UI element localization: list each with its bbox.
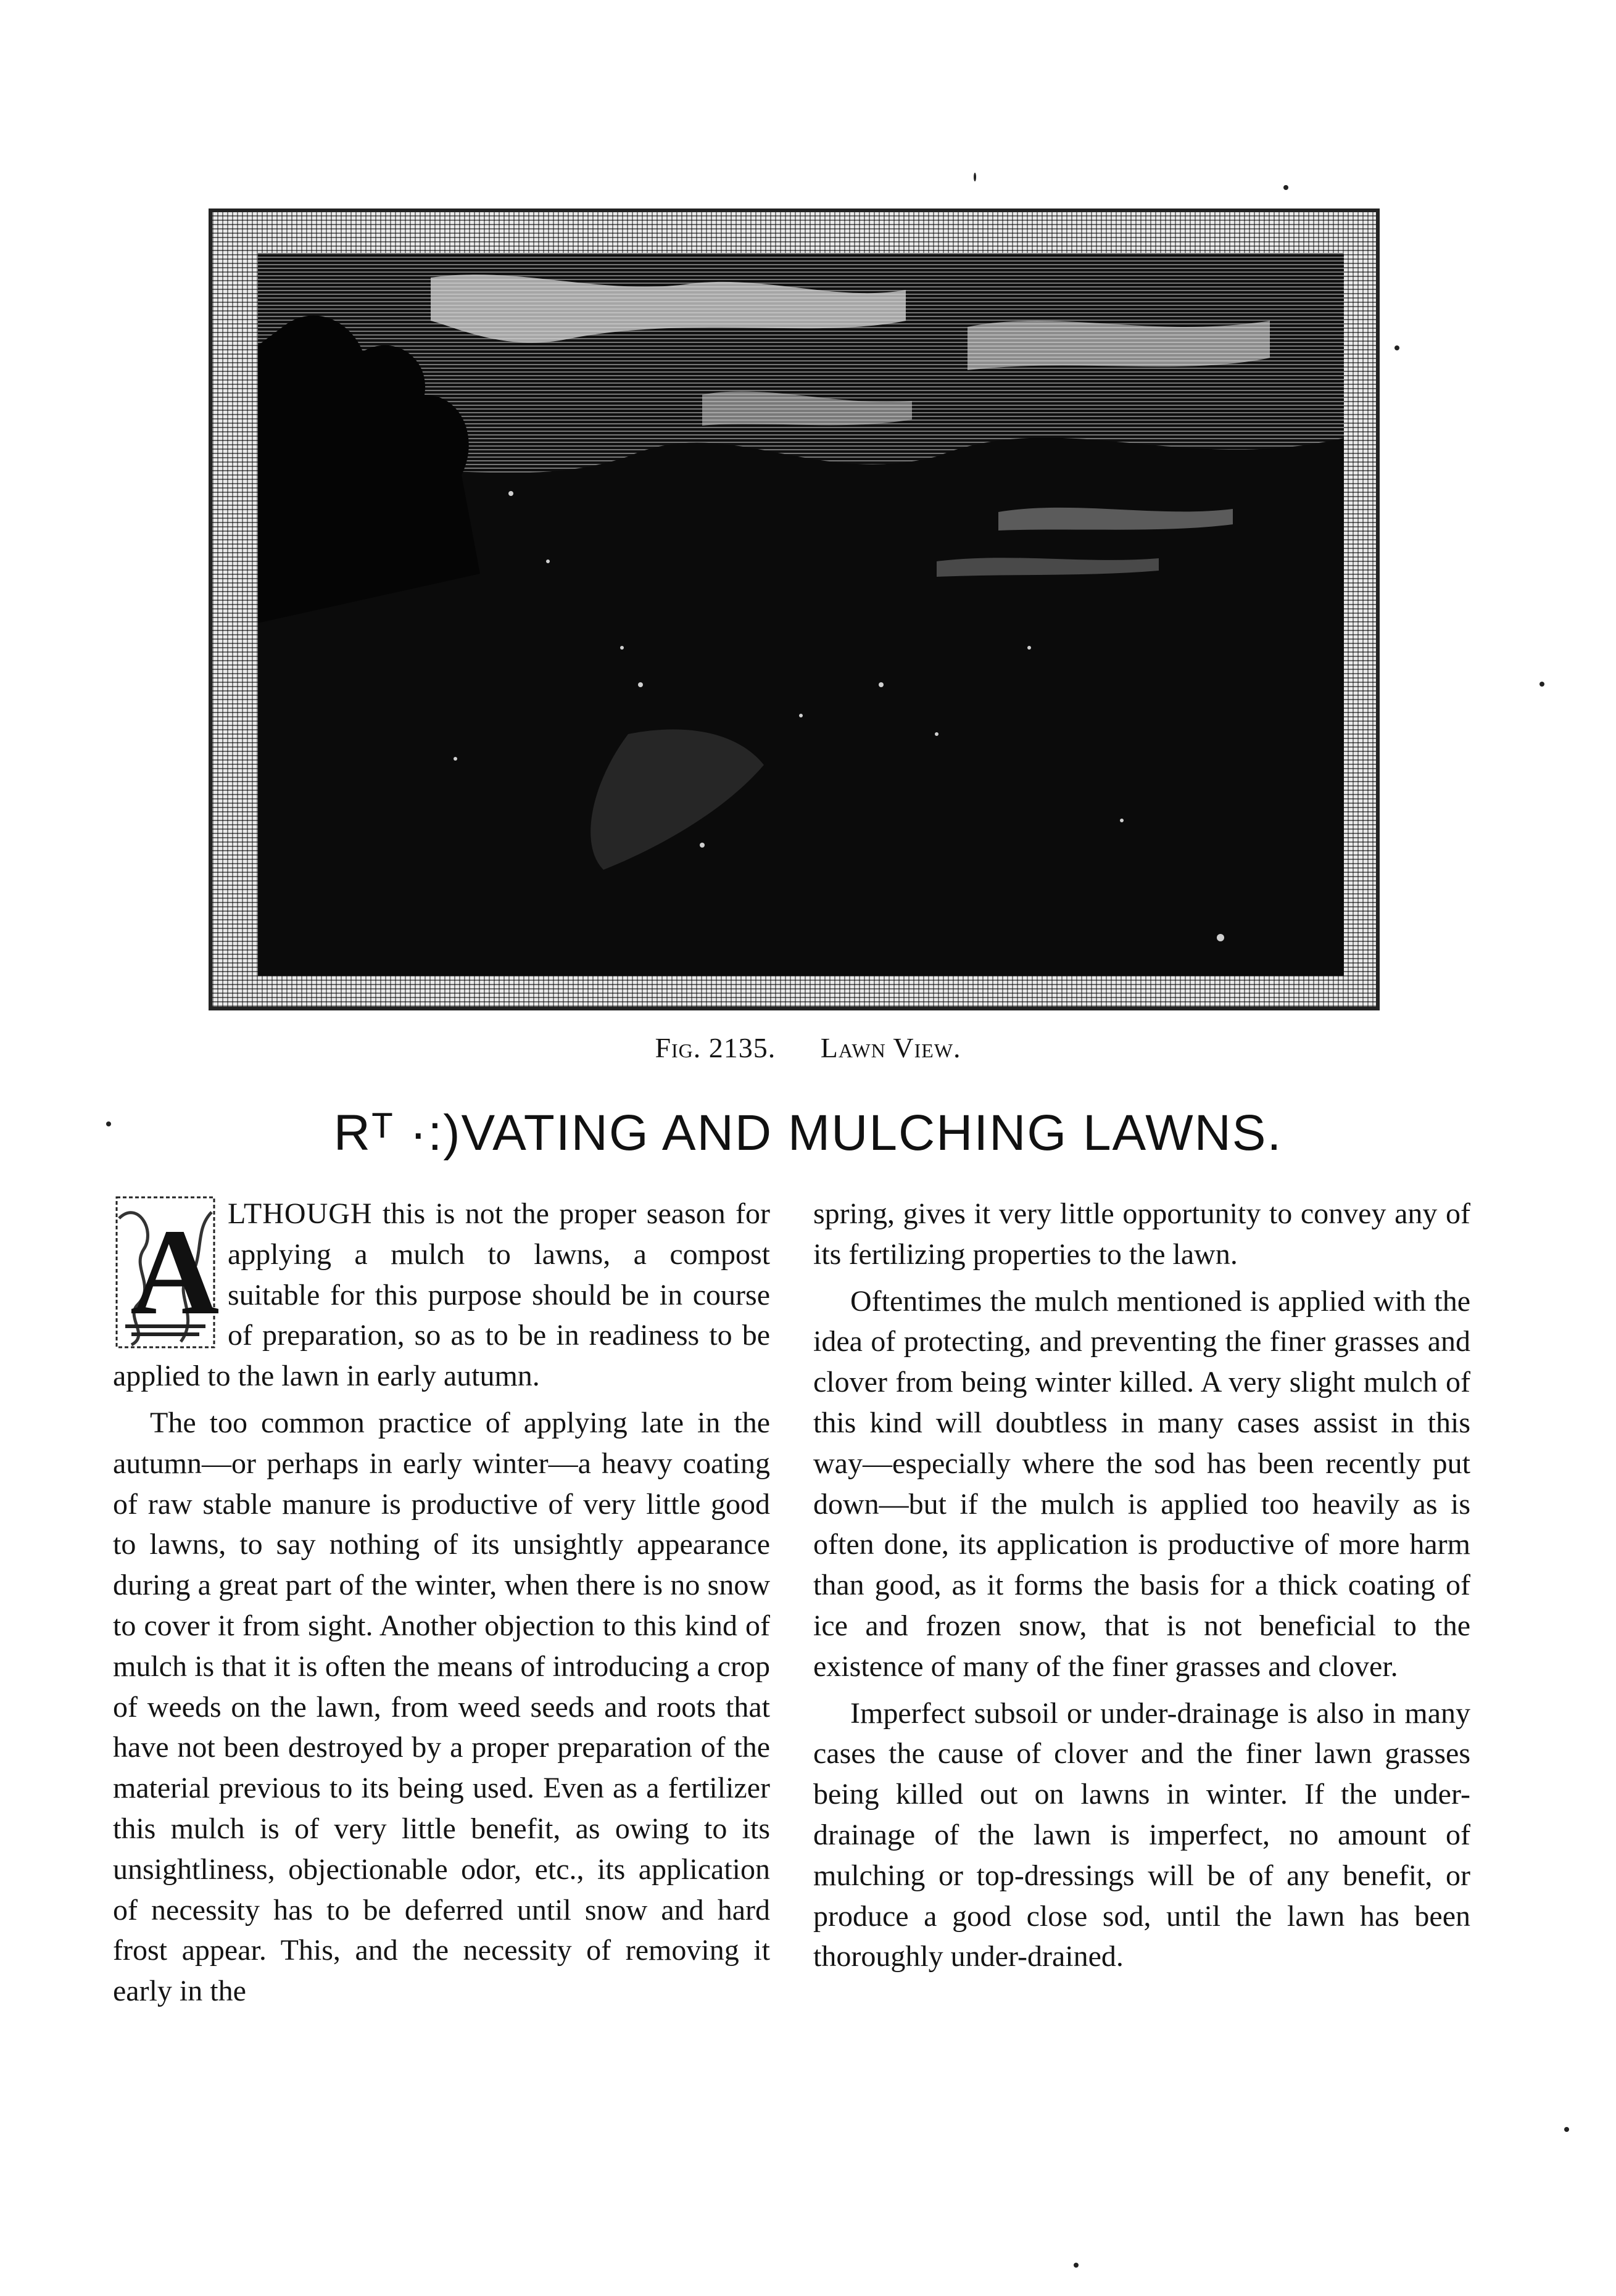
paragraph: spring, gives it very little opportunity to convey any of its fertilizing properties to the lawn. <box>813 1197 1470 1271</box>
paragraph <box>113 1194 770 1397</box>
figure-number: Fig. 2135. <box>655 1032 776 1063</box>
article-title: Rᵀ ·:)VATING AND MULCHING LAWNS. <box>333 1105 1283 1161</box>
paragraph: Oftentimes the mulch mentioned is applied with the idea of protecting, and preventing the finer grasses and clover from being winter killed. A very slight mulch of this kind will doubtless in many cases assist in this way—especially where the sod has been recently put down—but if the mulch is applied too heavily as is often done, its application is productive of more harm than good, as it forms the basis for a thick coating of ice and frozen snow, that is not beneficial to the existence of many of the finer grasses and clover. <box>813 1284 1470 1683</box>
ornamental-drop-cap <box>113 1194 218 1351</box>
lawn-view-engraving <box>258 253 1344 976</box>
print-speck <box>974 173 976 181</box>
figure-title: Lawn View. <box>820 1032 961 1063</box>
print-speck <box>1074 2263 1079 2268</box>
paragraph-text: this is not the proper season for applying a mulch to lawns, a compost suitable for this purpose should be in course of preparation, so as to be in readiness to be applied to the lawn in early autumn. <box>113 1197 770 1393</box>
print-speck <box>1564 2127 1569 2132</box>
article-column-right <box>813 1194 1470 1983</box>
paragraph: Imperfect subsoil or under-drainage is also in many cases the cause of clover and the finer lawn grasses being killed out on lawns in winter. If the under-drainage of the lawn is imperfect, no amount of mulching or top-dressings will be of any benefit, or produce a good close sod, until the lawn has been thoroughly under-drained. <box>813 1696 1470 1973</box>
figure-caption <box>0 1031 1616 1064</box>
print-speck <box>1283 185 1288 190</box>
drop-cap-letter: A <box>130 1204 220 1340</box>
lead-word: LTHOUGH <box>228 1197 373 1230</box>
article-column-left <box>113 1194 770 2018</box>
print-speck <box>1539 682 1544 687</box>
print-speck <box>1394 345 1399 350</box>
figure-frame <box>209 209 1380 1010</box>
paragraph: The too common practice of applying late in the autumn—or perhaps in early winter—a heavy coating of raw stable manure is productive of very little good to lawns, to say nothing of its unsightly appearance during a great part of the winter, when there is no snow to cover it from sight. Another objection to this kind of mulch is that it is often the means of introducing a crop of weeds on the lawn, from weed seeds and roots that have not been destroyed by a proper preparation of the material previous to its being used. Even as a fertilizer this mulch is of very little benefit, as owing to its unsightliness, objectionable odor, etc., its application of necessity has to be deferred until snow and hard frost appear. This, and the necessity of removing it early in the <box>113 1406 770 2008</box>
